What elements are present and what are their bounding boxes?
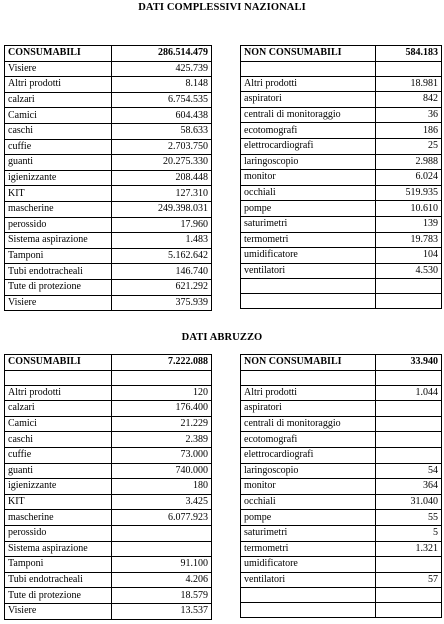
row-value: 10.610: [376, 201, 442, 217]
table-row: [241, 154, 442, 170]
table-row: [241, 294, 442, 309]
table-row: [5, 295, 212, 311]
row-value: 18.981: [376, 76, 442, 92]
row-label: umidificatore: [241, 557, 376, 573]
row-label: Tubi endotracheali: [5, 264, 112, 280]
table-row: [241, 232, 442, 248]
table-non-consumabili-nazionali: [240, 45, 442, 309]
row-value: 17.960: [112, 217, 212, 233]
row-label: saturimetri: [241, 525, 376, 541]
row-label: guanti: [5, 463, 112, 479]
row-value: 740.000: [112, 463, 212, 479]
table-row: [5, 432, 212, 448]
table-row: [5, 385, 212, 401]
table-row: [5, 494, 212, 510]
row-label: pompe: [241, 201, 376, 217]
row-value: 54: [376, 463, 442, 479]
row-label: KIT: [5, 186, 112, 202]
row-label: Visiere: [5, 61, 112, 77]
row-label: mascherine: [5, 510, 112, 526]
table-row: [241, 525, 442, 541]
row-value: 57: [376, 572, 442, 588]
row-label: [241, 279, 376, 294]
row-value: 1.321: [376, 541, 442, 557]
row-label: ecotomografi: [241, 432, 376, 448]
table-row: [241, 248, 442, 264]
row-label: Tamponi: [5, 557, 112, 573]
row-label: ventilatori: [241, 572, 376, 588]
row-value: [376, 447, 442, 463]
row-value: 25: [376, 138, 442, 154]
table-consumabili-abruzzo: [4, 354, 212, 620]
row-value: 4.530: [376, 263, 442, 279]
table-row: [5, 155, 212, 171]
row-value: [376, 557, 442, 573]
row-label: Visiere: [5, 295, 112, 311]
row-label: cuffie: [5, 447, 112, 463]
row-label: mascherine: [5, 201, 112, 217]
table-row: [5, 572, 212, 588]
header-label: NON CONSUMABILI: [241, 355, 376, 371]
row-value: 842: [376, 92, 442, 108]
row-value: 186: [376, 123, 442, 139]
row-label: Tamponi: [5, 248, 112, 264]
row-label: termometri: [241, 541, 376, 557]
row-label: ecotomografi: [241, 123, 376, 139]
section-title-abruzzo: DATI ABRUZZO: [181, 332, 263, 343]
table-row: [5, 61, 212, 77]
row-value: 21.229: [112, 416, 212, 432]
table-row: [241, 216, 442, 232]
header-label: NON CONSUMABILI: [241, 46, 376, 62]
row-label: aspiratori: [241, 401, 376, 417]
row-value: [376, 603, 442, 618]
row-value: 6.077.923: [112, 510, 212, 526]
table-row: [241, 603, 442, 618]
table-header-row: [241, 46, 442, 62]
table-row: [5, 401, 212, 417]
table-row: [241, 447, 442, 463]
table-row: [5, 108, 212, 124]
row-label: Altri prodotti: [241, 385, 376, 401]
row-value: 5: [376, 525, 442, 541]
table-row: [5, 77, 212, 93]
table-row: [5, 603, 212, 619]
row-label: centrali di monitoraggio: [241, 416, 376, 432]
row-label: occhiali: [241, 185, 376, 201]
table-row: [241, 463, 442, 479]
row-label: igienizzante: [5, 479, 112, 495]
row-label: guanti: [5, 155, 112, 171]
row-value: 20.275.330: [112, 155, 212, 171]
table-row: [5, 248, 212, 264]
row-label: calzari: [5, 401, 112, 417]
row-value: 425.739: [112, 61, 212, 77]
table-row: [241, 138, 442, 154]
row-label: igienizzante: [5, 170, 112, 186]
table-row: [241, 279, 442, 294]
table-row: [241, 123, 442, 139]
table-row: [5, 139, 212, 155]
row-value: [376, 370, 442, 385]
table-row: [241, 76, 442, 92]
row-label: centrali di monitoraggio: [241, 107, 376, 123]
row-label: caschi: [5, 123, 112, 139]
row-value: 127.310: [112, 186, 212, 202]
row-value: 5.162.642: [112, 248, 212, 264]
table-row: [241, 185, 442, 201]
table-non-consumabili-abruzzo: [240, 354, 442, 618]
row-value: [376, 432, 442, 448]
row-label: [241, 61, 376, 76]
table-row: [5, 201, 212, 217]
row-value: 6.754.535: [112, 92, 212, 108]
table-row: [241, 432, 442, 448]
table-row: [241, 92, 442, 108]
row-value: [376, 401, 442, 417]
header-total: 584.183: [376, 46, 442, 62]
row-value: [376, 588, 442, 603]
row-label: saturimetri: [241, 216, 376, 232]
row-label: laringoscopio: [241, 154, 376, 170]
row-value: 91.100: [112, 557, 212, 573]
table-row: [241, 201, 442, 217]
table-row: [241, 263, 442, 279]
row-value: 104: [376, 248, 442, 264]
row-label: Tute di protezione: [5, 279, 112, 295]
row-label: Tute di protezione: [5, 588, 112, 604]
row-value: 208.448: [112, 170, 212, 186]
row-label: caschi: [5, 432, 112, 448]
header-total: 286.514.479: [112, 46, 212, 62]
table-row: [5, 588, 212, 604]
row-label: elettrocardiografi: [241, 447, 376, 463]
row-value: 364: [376, 479, 442, 495]
table-row: [5, 510, 212, 526]
row-label: pompe: [241, 510, 376, 526]
row-label: Camici: [5, 108, 112, 124]
row-value: 19.783: [376, 232, 442, 248]
row-label: Altri prodotti: [5, 385, 112, 401]
row-value: 8.148: [112, 77, 212, 93]
row-value: 249.398.031: [112, 201, 212, 217]
table-header-row: [5, 355, 212, 371]
table-row: [241, 510, 442, 526]
table-row: [5, 123, 212, 139]
table-row: [241, 416, 442, 432]
table-row: [241, 107, 442, 123]
row-label: Sistema aspirazione: [5, 233, 112, 249]
row-label: KIT: [5, 494, 112, 510]
row-value: 73.000: [112, 447, 212, 463]
table-row: [5, 525, 212, 541]
table-row: [5, 416, 212, 432]
row-value: [376, 416, 442, 432]
row-label: Visiere: [5, 603, 112, 619]
table-header-row: [241, 355, 442, 371]
row-value: 1.044: [376, 385, 442, 401]
table-row: [241, 588, 442, 603]
table-row: [241, 572, 442, 588]
row-value: 18.579: [112, 588, 212, 604]
row-value: 2.988: [376, 154, 442, 170]
row-label: [241, 370, 376, 385]
row-value: 3.425: [112, 494, 212, 510]
row-value: 139: [376, 216, 442, 232]
table-row: [241, 170, 442, 186]
row-label: cuffie: [5, 139, 112, 155]
row-label: monitor: [241, 479, 376, 495]
table-row: [5, 92, 212, 108]
table-row: [5, 557, 212, 573]
row-value: 13.537: [112, 603, 212, 619]
table-row: [5, 447, 212, 463]
row-label: calzari: [5, 92, 112, 108]
table-row: [5, 170, 212, 186]
table-row: [5, 279, 212, 295]
row-label: [241, 588, 376, 603]
table-row: [5, 463, 212, 479]
table-row: [5, 541, 212, 557]
row-value: 36: [376, 107, 442, 123]
header-total: 7.222.088: [112, 355, 212, 371]
table-row: [241, 479, 442, 495]
table-row: [241, 541, 442, 557]
header-label: CONSUMABILI: [5, 355, 112, 371]
table-row: [5, 479, 212, 495]
row-value: 604.438: [112, 108, 212, 124]
row-value: [112, 370, 212, 385]
row-label: Altri prodotti: [5, 77, 112, 93]
table-consumabili-nazionali: [4, 45, 212, 311]
row-value: 176.400: [112, 401, 212, 417]
row-value: [376, 279, 442, 294]
row-value: 120: [112, 385, 212, 401]
table-row: [5, 264, 212, 280]
row-label: perossido: [5, 217, 112, 233]
row-label: occhiali: [241, 494, 376, 510]
header-label: CONSUMABILI: [5, 46, 112, 62]
row-value: 146.740: [112, 264, 212, 280]
header-total: 33.940: [376, 355, 442, 371]
row-value: 6.024: [376, 170, 442, 186]
table-row: [5, 370, 212, 385]
row-value: 31.040: [376, 494, 442, 510]
table-row: [241, 401, 442, 417]
row-value: [376, 61, 442, 76]
row-label: elettrocardiografi: [241, 138, 376, 154]
row-value: [112, 525, 212, 541]
row-label: [241, 603, 376, 618]
row-value: 180: [112, 479, 212, 495]
row-label: perossido: [5, 525, 112, 541]
section-title-nazionali: DATI COMPLESSIVI NAZIONALI: [138, 2, 306, 13]
row-label: umidificatore: [241, 248, 376, 264]
row-label: Tubi endotracheali: [5, 572, 112, 588]
row-value: 375.939: [112, 295, 212, 311]
row-value: 55: [376, 510, 442, 526]
row-value: 621.292: [112, 279, 212, 295]
table-header-row: [5, 46, 212, 62]
row-value: 519.935: [376, 185, 442, 201]
row-value: 58.633: [112, 123, 212, 139]
row-label: Altri prodotti: [241, 76, 376, 92]
row-label: Camici: [5, 416, 112, 432]
row-value: 4.206: [112, 572, 212, 588]
table-row: [241, 494, 442, 510]
row-label: ventilatori: [241, 263, 376, 279]
table-row: [241, 370, 442, 385]
row-value: 1.483: [112, 233, 212, 249]
row-label: aspiratori: [241, 92, 376, 108]
table-row: [241, 557, 442, 573]
table-row: [5, 217, 212, 233]
row-label: termometri: [241, 232, 376, 248]
row-value: 2.703.750: [112, 139, 212, 155]
row-label: monitor: [241, 170, 376, 186]
row-label: Sistema aspirazione: [5, 541, 112, 557]
table-row: [5, 186, 212, 202]
row-label: [241, 294, 376, 309]
table-row: [241, 61, 442, 76]
table-row: [5, 233, 212, 249]
row-label: [5, 370, 112, 385]
row-label: laringoscopio: [241, 463, 376, 479]
row-value: 2.389: [112, 432, 212, 448]
row-value: [376, 294, 442, 309]
row-value: [112, 541, 212, 557]
table-row: [241, 385, 442, 401]
